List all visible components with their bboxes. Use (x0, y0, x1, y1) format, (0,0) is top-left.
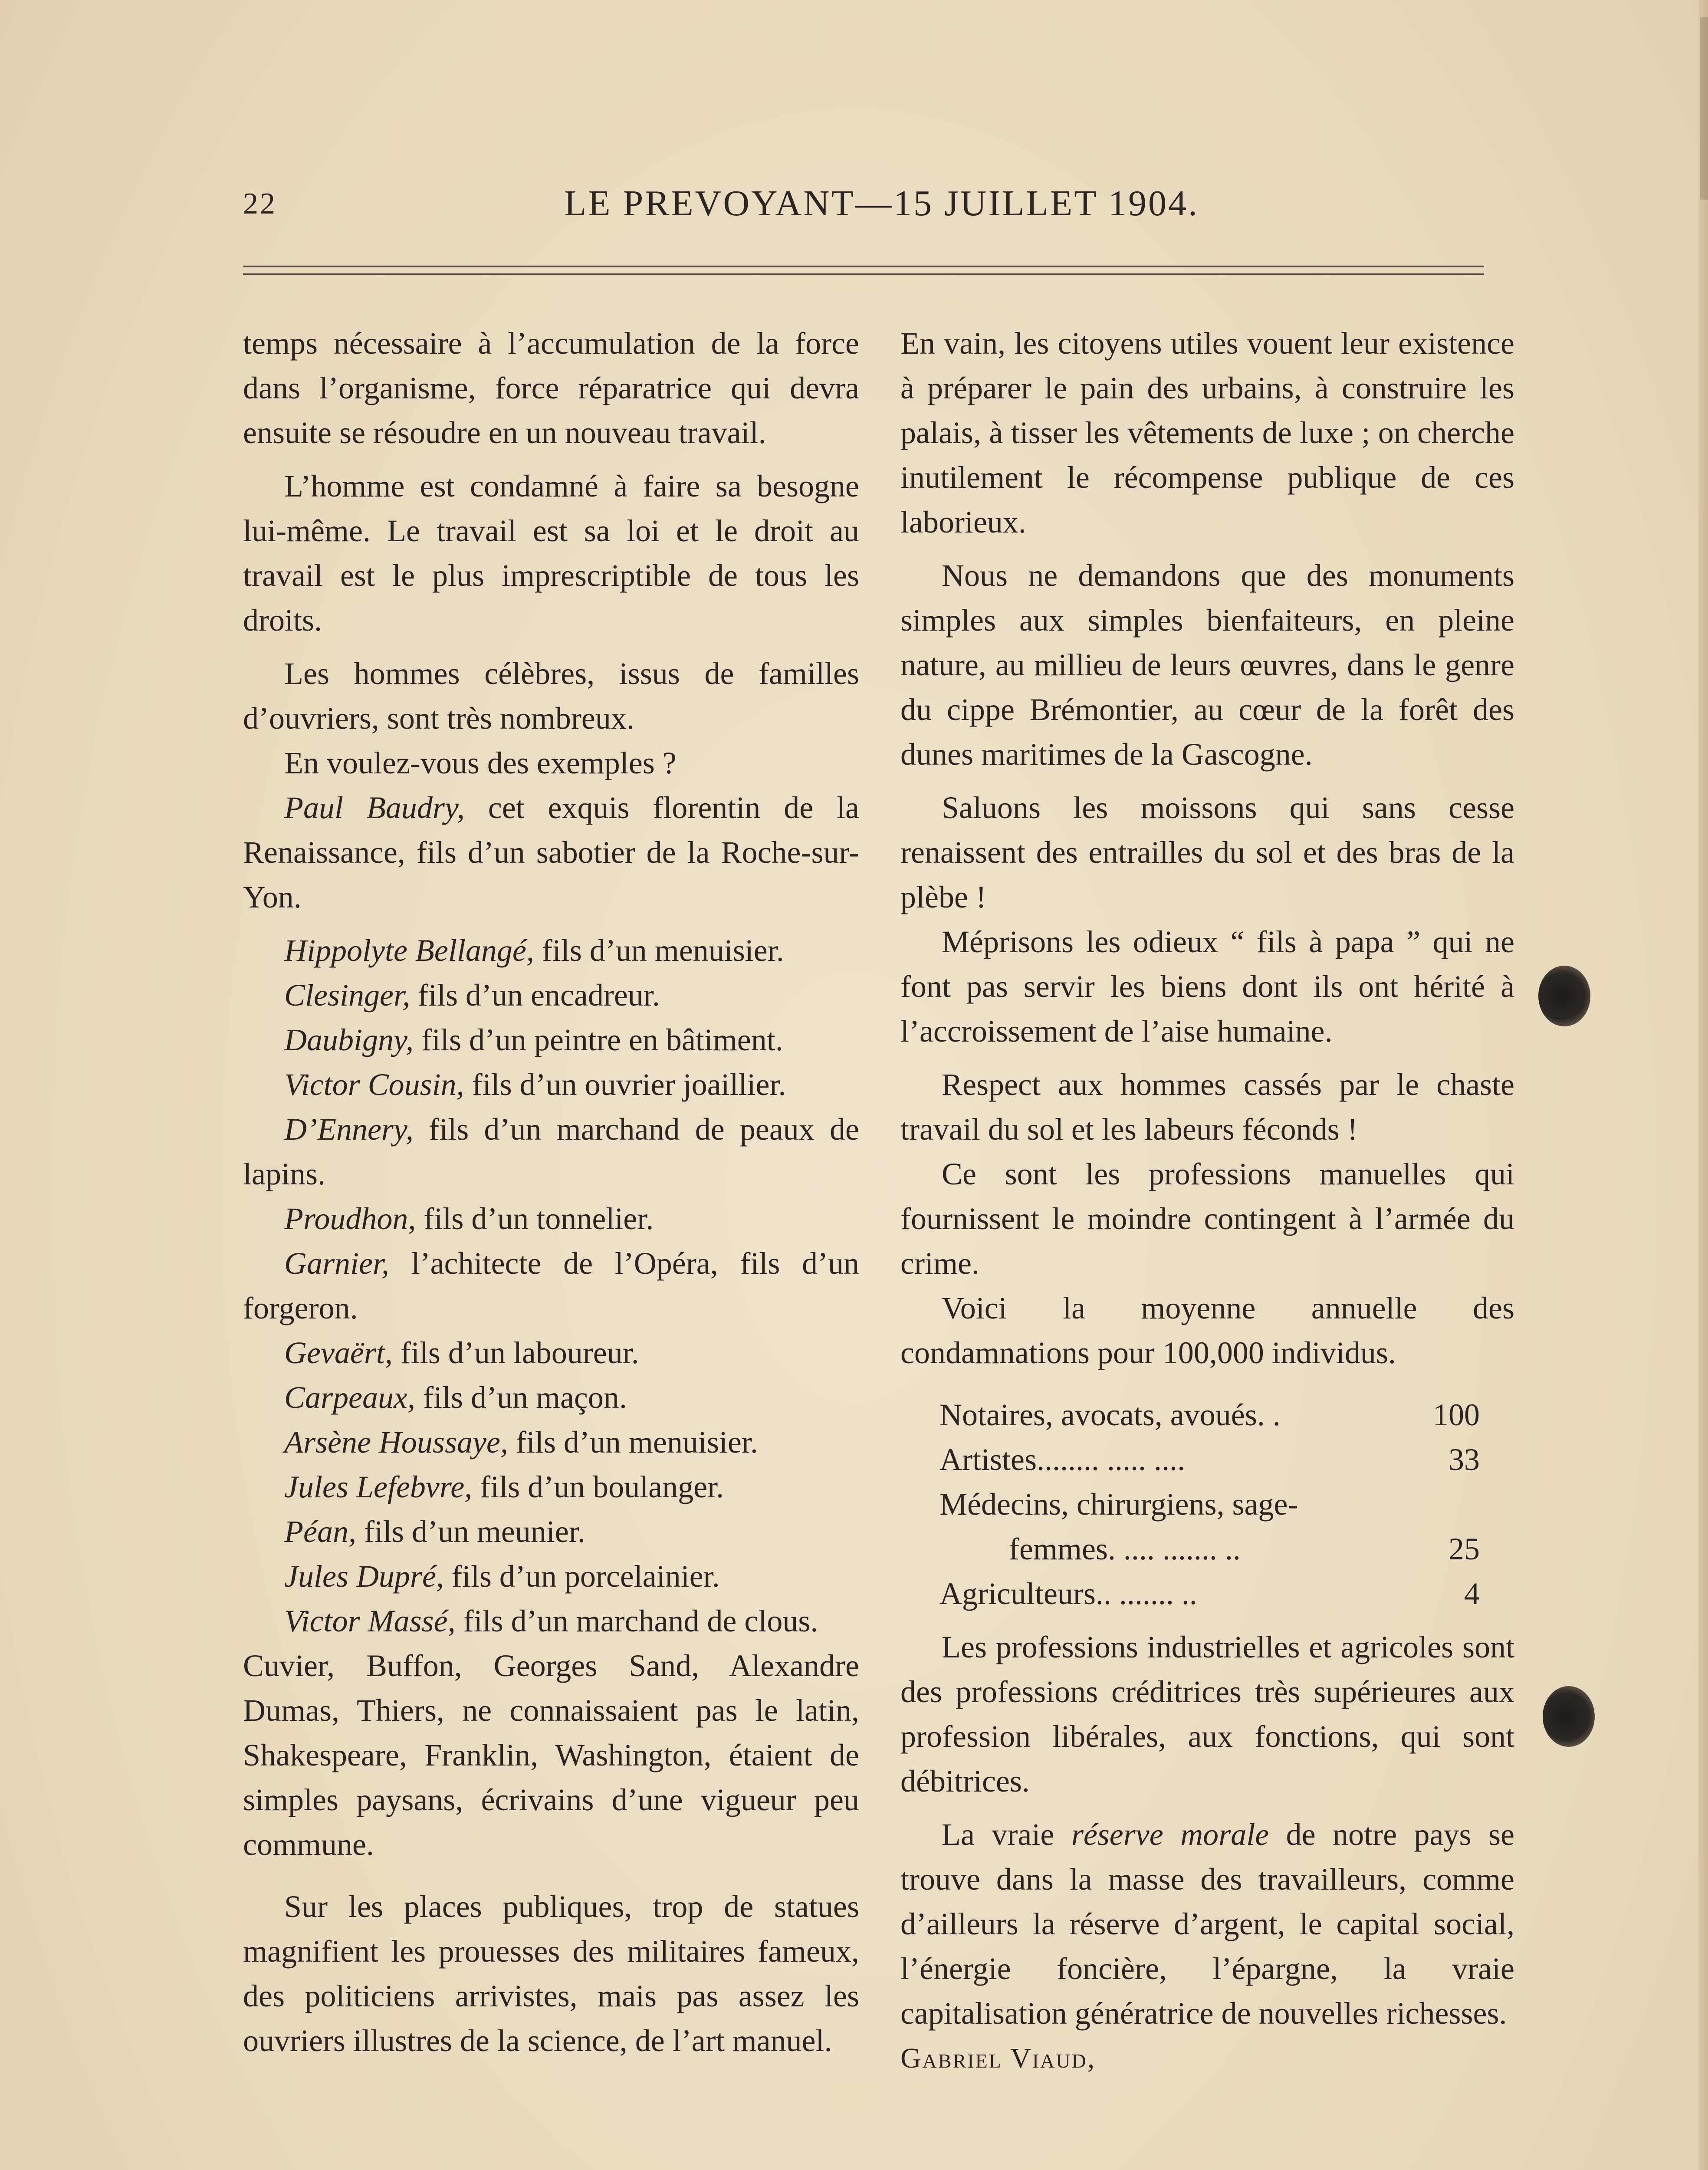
binding-hole (1538, 966, 1590, 1026)
list-item: Victor Massé, fils d’un marchand de clous. (284, 1604, 818, 1638)
paragraph: En vain, les citoyens utiles vouent leur existence à préparer le pain des urbains, à construire les palais, à tisser les vêtements de luxe ; on cherche inutilement le récompense publique de ces laborieux. (900, 326, 1514, 539)
list-item: Clesinger, fils d’un encadreur. (284, 978, 660, 1013)
running-title: LE PREVOYANT—15 JUILLET 1904. (564, 183, 1199, 224)
person-name: Jules Lefebvre, (284, 1470, 473, 1504)
list-item: Daubigny, fils d’un peintre en bâtiment. (284, 1023, 783, 1057)
person-name: Clesinger, (284, 978, 411, 1013)
list-item: Gevaërt, fils d’un laboureur. (284, 1335, 639, 1370)
stat-value: 100 (1433, 1397, 1480, 1432)
paragraph: Cuvier, Buffon, Georges Sand, Alexandre Dumas, Thiers, ne connaissaient pas le latin, Shakespeare, Franklin, Washington, étaient de simples paysans, écrivains d’une vigueur peu commune. (243, 1648, 859, 1862)
person-name: Garnier, (284, 1246, 390, 1281)
list-item: Carpeaux, fils d’un maçon. (284, 1380, 627, 1415)
person-name: Victor Cousin, (284, 1067, 464, 1102)
paragraph: La vraie réserve morale de notre pays se trouve dans la masse des travailleurs, comme d’ailleurs la réserve d’argent, le capital social, l’énergie foncière, l’épargne, la vraie capitalisation génératrice de nouvelles richesses. (900, 1817, 1514, 2031)
header-rule-top (243, 266, 1484, 267)
binding-hole (1543, 1686, 1595, 1747)
page-edge (1698, 0, 1708, 2170)
emphasis: réserve morale (1071, 1817, 1269, 1852)
person-name: Gevaërt, (284, 1335, 393, 1370)
paragraph: L’homme est condamné à faire sa besogne lui-même. Le travail est sa loi et le droit au travail est le plus imprescriptible de tous les droits. (243, 469, 859, 638)
page-fold-shadow (1700, 17, 1708, 200)
running-header (243, 182, 1484, 230)
paragraph: Méprisons les odieux “ fils à papa ” qui ne font pas servir les biens dont ils ont hérité à l’accroissement de l’aise humaine. (900, 924, 1514, 1049)
right-column (900, 321, 1514, 2081)
author-signature: Gabriel Viaud, (900, 2042, 1096, 2074)
stat-value: 33 (1449, 1442, 1480, 1477)
paragraph: Les professions industrielles et agricoles sont des professions créditrices très supérieures aux profession libérales, aux fonctions, qui sont débitrices. (900, 1630, 1514, 1798)
list-item: Paul Baudry, cet exquis florentin de la Renaissance, fils d’un sabotier de la Roche-sur-Yon. (243, 790, 859, 914)
paragraph: Les hommes célèbres, issus de familles d’ouvriers, sont très nombreux. (243, 656, 859, 736)
list-item: Jules Dupré, fils d’un porcelainier. (284, 1559, 720, 1594)
header-rule-bottom (243, 273, 1484, 275)
stat-row (939, 1482, 1480, 1527)
paragraph: Sur les places publiques, trop de statues magnifient les prouesses des militaires fameux, des politiciens arrivistes, mais pas assez les ouvriers illustres de la science, de l’art manuel. (243, 1889, 859, 2058)
list-item: Proudhon, fils d’un tonnelier. (284, 1201, 654, 1236)
stat-label: femmes. .... ....... .. (1009, 1532, 1241, 1566)
stat-row (939, 1393, 1480, 1437)
paragraph: Voici la moyenne annuelle des condamnations pour 100,000 individus. (900, 1291, 1514, 1370)
stat-row (939, 1437, 1480, 1482)
stat-value: 4 (1464, 1576, 1480, 1611)
person-name: Carpeaux, (284, 1380, 415, 1415)
stat-label: Médecins, chirurgiens, sage- (939, 1487, 1298, 1522)
paragraph: Nous ne demandons que des monuments simples aux simples bienfaiteurs, en pleine nature, au millieu de leurs œuvres, dans le genre du cippe Brémontier, au cœur de la forêt des dunes maritimes de la Gascogne. (900, 558, 1514, 772)
list-item: Jules Lefebvre, fils d’un boulanger. (284, 1470, 724, 1504)
stat-label: Agriculteurs.. ....... .. (939, 1576, 1197, 1611)
paragraph: Respect aux hommes cassés par le chaste travail du sol et les labeurs féconds ! (900, 1067, 1514, 1147)
person-name: Daubigny, (284, 1023, 414, 1057)
list-item: Victor Cousin, fils d’un ouvrier joaillier. (284, 1067, 786, 1102)
list-item: Hippolyte Bellangé, fils d’un menuisier. (284, 933, 784, 968)
person-name: Hippolyte Bellangé, (284, 933, 534, 968)
left-column (243, 321, 859, 2063)
famous-people-list (243, 786, 859, 1644)
person-name: Paul Baudry, (284, 790, 465, 825)
stat-row (939, 1527, 1480, 1572)
page-number: 22 (243, 187, 277, 220)
stat-label: Artistes........ ..... .... (939, 1442, 1185, 1477)
person-name: Arsène Houssaye, (284, 1425, 508, 1460)
stat-row (939, 1572, 1480, 1616)
paragraph: Ce sont les professions manuelles qui fournissent le moindre contingent à l’armée du crime. (900, 1157, 1514, 1281)
list-item: Garnier, l’achitecte de l’Opéra, fils d’un forgeron. (243, 1246, 859, 1325)
paragraph: Saluons les moissons qui sans cesse renaissent des entrailles du sol et des bras de la plèbe ! (900, 790, 1514, 914)
person-name: Jules Dupré, (284, 1559, 444, 1594)
person-name: Proudhon, (284, 1201, 416, 1236)
list-item: D’Ennery, fils d’un marchand de peaux de lapins. (243, 1112, 859, 1191)
paragraph: temps nécessaire à l’accumulation de la force dans l’organisme, force réparatrice qui devra ensuite se résoudre en un nouveau travail. (243, 326, 859, 450)
statistics-table (900, 1393, 1514, 1616)
person-name: Péan, (284, 1514, 356, 1549)
list-item: Arsène Houssaye, fils d’un menuisier. (284, 1425, 758, 1460)
stat-value: 25 (1449, 1532, 1480, 1566)
paragraph: En voulez-vous des exemples ? (284, 746, 677, 780)
person-name: D’Ennery, (284, 1112, 414, 1147)
list-item: Péan, fils d’un meunier. (284, 1514, 585, 1549)
stat-label: Notaires, avocats, avoués. . (939, 1397, 1281, 1432)
person-name: Victor Massé, (284, 1604, 456, 1638)
